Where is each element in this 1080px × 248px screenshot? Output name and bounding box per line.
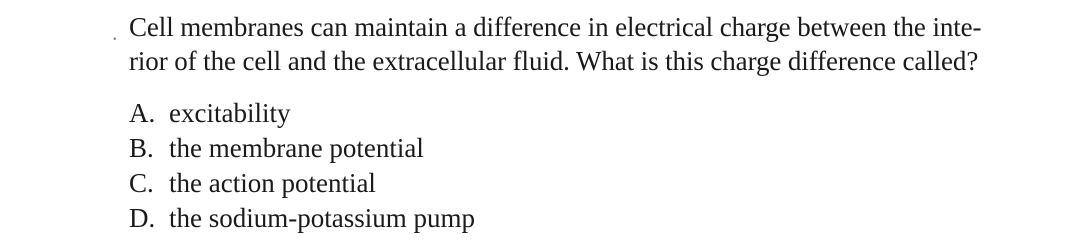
option-c [129,166,475,201]
question-stem [129,10,1064,78]
option-a-letter: A. [129,98,156,128]
option-b-letter: B. [129,133,154,163]
question-marker: . [112,20,118,45]
option-d-letter: D. [129,203,156,233]
option-b-text: the membrane potential [169,133,424,163]
option-d [129,201,475,236]
answer-options [129,96,475,236]
option-b [129,131,475,166]
option-a [129,96,475,131]
option-c-letter: C. [129,168,154,198]
question-stem-line-2: rior of the cell and the extracellular fluid. What is this charge difference called? [129,46,979,76]
option-c-text: the action potential [169,168,376,198]
option-d-text: the sodium-potassium pump [169,203,475,233]
option-a-text: excitability [169,98,291,128]
question-stem-line-1: Cell membranes can maintain a difference in electrical charge between the inte- [129,12,982,42]
